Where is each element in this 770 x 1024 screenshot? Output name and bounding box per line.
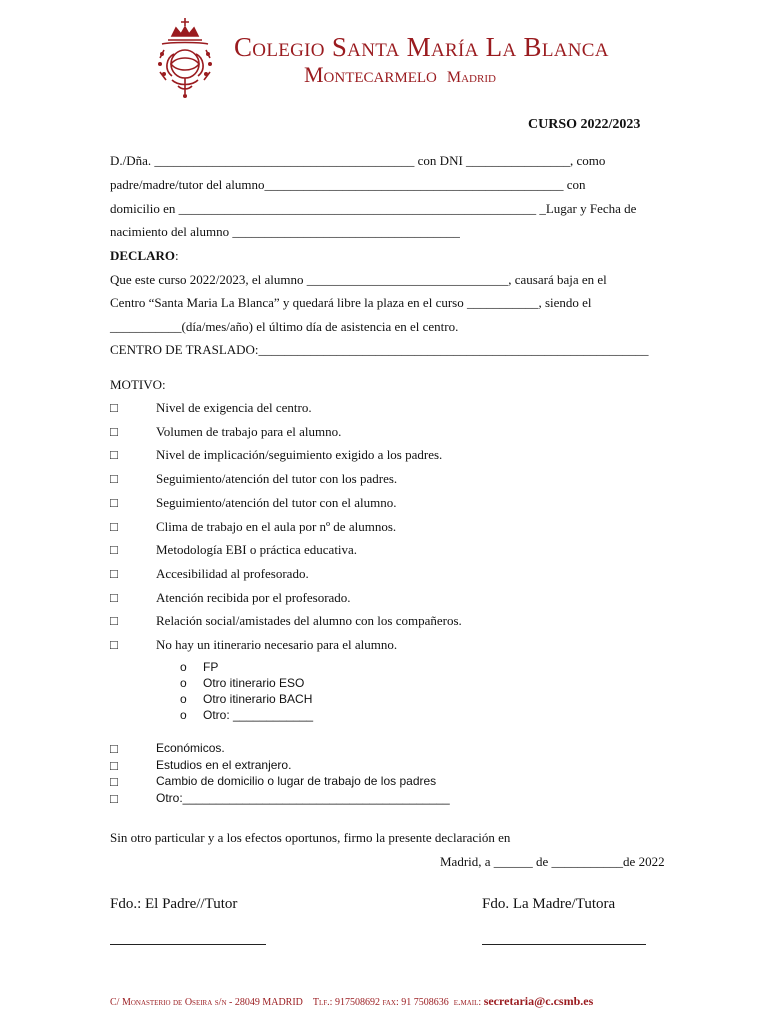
motivo-option-label: Accesibilidad al profesorado. xyxy=(156,565,309,581)
motivo-checkbox[interactable]: □ xyxy=(110,471,118,487)
form-line-student: Que este curso 2022/2023, el alumno _______________________________, causará baja en el xyxy=(110,272,607,287)
campus-line xyxy=(304,62,496,88)
form-line-transfer: CENTRO DE TRASLADO:____________________________________________________________ xyxy=(110,342,649,357)
motivo-checkbox[interactable]: □ xyxy=(110,637,118,652)
footer-address: C/ Monasterio de Oseira s/n - 28049 MADRID xyxy=(110,997,303,1008)
mother-signature-line[interactable] xyxy=(482,944,646,945)
itinerario-bullet: o xyxy=(180,660,187,674)
footer-phone-label: Tlf.: xyxy=(312,997,333,1008)
form-line-parent: D./Dña. ________________________________________ con DNI ________________, como xyxy=(110,153,606,168)
other-motivo-label: Estudios en el extranjero. xyxy=(156,757,292,772)
motivo-checkbox[interactable]: □ xyxy=(110,400,118,415)
form-line-lastday: ___________(día/mes/año) el último día de asistencia en el centro. xyxy=(110,319,459,334)
motivo-checkbox[interactable]: □ xyxy=(110,613,118,629)
declaro-label: DECLARO xyxy=(110,248,176,263)
school-name: Colegio Santa María La Blanca xyxy=(234,32,609,62)
crest-logo-icon xyxy=(150,14,220,100)
motivo-checkbox[interactable]: □ xyxy=(110,565,118,581)
footer-email: secretaria@c.csmb.es xyxy=(483,994,594,1008)
other-motivo-label: Cambio de domicilio o lugar de trabajo de los padres xyxy=(156,774,437,789)
date-line: Madrid, a ______ de ___________de 2022 xyxy=(440,854,665,869)
other-motivo-label: Otro:________________________________________ xyxy=(156,791,450,806)
footer-fax: 91 7508636 xyxy=(401,997,449,1008)
itinerario-bullet: o xyxy=(180,676,187,690)
motivo-option-label: Nivel de exigencia del centro. xyxy=(156,400,312,415)
motivo-option-label: Atención recibida por el profesorado. xyxy=(156,589,351,605)
form-line-address: domicilio en _______________________________________________________ _Lugar y Fecha de xyxy=(110,201,637,216)
motivo-checkbox[interactable]: □ xyxy=(110,589,118,605)
declaro-heading xyxy=(110,248,179,264)
course-title: CURSO 2022/2023 xyxy=(528,117,641,132)
other-motivo-checkbox[interactable]: □ xyxy=(110,741,118,756)
footer-phone: 917508692 xyxy=(334,997,380,1008)
mother-signature-label: Fdo. La Madre/Tutora xyxy=(482,896,616,912)
itinerario-bullet: o xyxy=(180,692,187,706)
motivo-option-label: Metodología EBI o práctica educativa. xyxy=(156,542,358,558)
motivo-label: MOTIVO: xyxy=(110,377,166,392)
city-name: Madrid xyxy=(446,69,496,86)
motivo-checkbox[interactable]: □ xyxy=(110,494,118,510)
itinerario-option-label: Otro itinerario ESO xyxy=(203,676,305,690)
motivo-option-label: Seguimiento/atención del tutor con el alumno. xyxy=(156,494,397,510)
footer-fax-label: fax: xyxy=(382,997,399,1008)
campus-name: Montecarmelo xyxy=(304,62,437,87)
footer-email-label: e.mail: xyxy=(453,997,482,1008)
other-motivo-checkbox[interactable]: □ xyxy=(110,757,118,773)
motivo-option-label: Nivel de implicación/seguimiento exigido a los padres. xyxy=(156,447,443,463)
declaro-colon: : xyxy=(175,248,179,263)
motivo-checkbox[interactable]: □ xyxy=(110,542,118,558)
form-line-relation: padre/madre/tutor del alumno______________________________________________ con xyxy=(110,177,586,192)
motivo-checkbox[interactable]: □ xyxy=(110,423,118,439)
form-line-centre: Centro “Santa Maria La Blanca” y quedará libre la plaza en el curso ___________, siendo el xyxy=(110,295,592,310)
other-motivo-checkbox[interactable]: □ xyxy=(110,774,118,790)
other-motivo-label: Económicos. xyxy=(156,741,225,755)
itinerario-option-label: Otro: ____________ xyxy=(203,708,314,722)
father-signature-line[interactable] xyxy=(110,944,266,945)
motivo-option-label: Seguimiento/atención del tutor con los padres. xyxy=(156,471,398,487)
motivo-option-label: No hay un itinerario necesario para el alumno. xyxy=(156,637,398,652)
closing-text: Sin otro particular y a los efectos oportunos, firmo la presente declaración en xyxy=(110,830,511,845)
motivo-option-label: Relación social/amistades del alumno con los compañeros. xyxy=(156,613,462,629)
itinerario-bullet: o xyxy=(180,708,187,722)
motivo-checkbox[interactable]: □ xyxy=(110,447,118,463)
footer xyxy=(110,994,593,1009)
other-motivo-checkbox[interactable]: □ xyxy=(110,791,118,807)
form-line-birth: nacimiento del alumno ___________________________________ xyxy=(110,224,460,239)
motivo-option-label: Volumen de trabajo para el alumno. xyxy=(156,423,342,439)
motivo-checkbox[interactable]: □ xyxy=(110,518,118,534)
motivo-option-label: Clima de trabajo en el aula por nº de alumnos. xyxy=(156,518,397,534)
father-signature-label: Fdo.: El Padre//Tutor xyxy=(110,896,238,912)
itinerario-option-label: Otro itinerario BACH xyxy=(203,692,313,706)
itinerario-option-label: FP xyxy=(203,660,219,674)
